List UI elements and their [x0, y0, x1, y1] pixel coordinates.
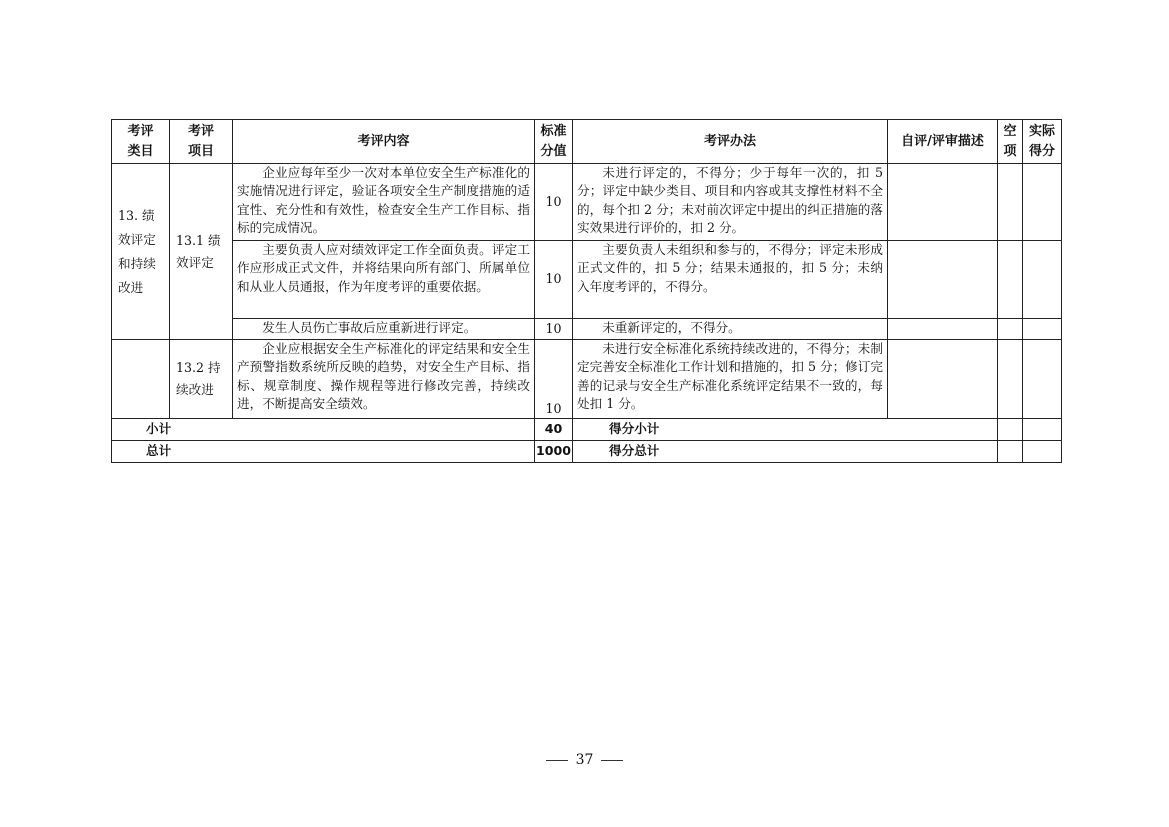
category-continuation-cell — [112, 340, 170, 419]
header-method: 考评办法 — [573, 120, 888, 164]
method-cell: 未重新评定的，不得分。 — [573, 319, 888, 340]
header-standard-score: 标准 分值 — [535, 120, 573, 164]
table-row — [112, 319, 1062, 340]
subtotal-value: 40 — [535, 419, 573, 441]
self-review-cell[interactable] — [888, 241, 998, 319]
empty-item-cell[interactable] — [998, 441, 1023, 463]
item-cell: 13.2 持续改进 — [170, 340, 233, 419]
total-label: 总计 — [112, 441, 535, 463]
total-score-label: 得分总计 — [573, 441, 998, 463]
score-cell: 10 — [535, 340, 573, 419]
actual-score-cell[interactable] — [1023, 441, 1062, 463]
total-value: 1000 — [535, 441, 573, 463]
score-cell: 10 — [535, 164, 573, 241]
actual-score-cell[interactable] — [1023, 164, 1062, 241]
score-cell: 10 — [535, 241, 573, 319]
footer-dash-right — [601, 760, 623, 761]
header-content: 考评内容 — [233, 120, 535, 164]
content-cell: 企业应每年至少一次对本单位安全生产标准化的实施情况进行评定，验证各项安全生产制度措施的适宜性、充分性和有效性，检查安全生产工作目标、指标的完成情况。 — [233, 164, 535, 241]
self-review-cell[interactable] — [888, 164, 998, 241]
total-row — [112, 441, 1062, 463]
actual-score-cell[interactable] — [1023, 419, 1062, 441]
actual-score-cell[interactable] — [1023, 241, 1062, 319]
item-cell: 13.1 绩效评定 — [170, 164, 233, 340]
actual-score-cell[interactable] — [1023, 340, 1062, 419]
table-row — [112, 241, 1062, 319]
evaluation-table — [111, 119, 1062, 463]
method-cell: 未进行评定的，不得分；少于每年一次的，扣 5 分；评定中缺少类目、项目和内容或其支撑性材料不全的，每个扣 2 分；未对前次评定中提出的纠正措施的落实效果进行评价的，扣 2 分。 — [573, 164, 888, 241]
empty-item-cell[interactable] — [998, 419, 1023, 441]
empty-item-cell[interactable] — [998, 164, 1023, 241]
self-review-cell[interactable] — [888, 319, 998, 340]
empty-item-cell[interactable] — [998, 319, 1023, 340]
self-review-cell[interactable] — [888, 340, 998, 419]
footer-dash-left — [546, 760, 568, 761]
empty-item-cell[interactable] — [998, 241, 1023, 319]
header-item: 考评 项目 — [170, 120, 233, 164]
method-cell: 未进行安全标准化系统持续改进的，不得分；未制定完善安全标准化工作计划和措施的，扣 5 分；修订完善的记录与安全生产标准化系统评定结果不一致的，每处扣 1 分。 — [573, 340, 888, 419]
score-cell: 10 — [535, 319, 573, 340]
content-cell: 主要负责人应对绩效评定工作全面负责。评定工作应形成正式文件，并将结果向所有部门、所属单位和从业人员通报，作为年度考评的重要依据。 — [233, 241, 535, 319]
subtotal-row — [112, 419, 1062, 441]
subtotal-score-label: 得分小计 — [573, 419, 998, 441]
actual-score-cell[interactable] — [1023, 319, 1062, 340]
header-row — [112, 120, 1062, 164]
table-row — [112, 340, 1062, 419]
page-footer — [0, 752, 1169, 768]
header-empty-item: 空 项 — [998, 120, 1023, 164]
subtotal-label: 小计 — [112, 419, 535, 441]
header-self-review: 自评/评审描述 — [888, 120, 998, 164]
header-category: 考评 类目 — [112, 120, 170, 164]
category-cell: 13. 绩效评定和持续改进 — [112, 164, 170, 340]
content-cell: 发生人员伤亡事故后应重新进行评定。 — [233, 319, 535, 340]
header-actual-score: 实际 得分 — [1023, 120, 1062, 164]
method-cell: 主要负责人未组织和参与的，不得分；评定未形成正式文件的，扣 5 分；结果未通报的，扣 5 分；未纳入年度考评的，不得分。 — [573, 241, 888, 319]
content-cell: 企业应根据安全生产标准化的评定结果和安全生产预警指数系统所反映的趋势，对安全生产目标、指标、规章制度、操作规程等进行修改完善，持续改进，不断提高安全绩效。 — [233, 340, 535, 419]
empty-item-cell[interactable] — [998, 340, 1023, 419]
table-row — [112, 164, 1062, 241]
page-number: 37 — [575, 752, 594, 768]
